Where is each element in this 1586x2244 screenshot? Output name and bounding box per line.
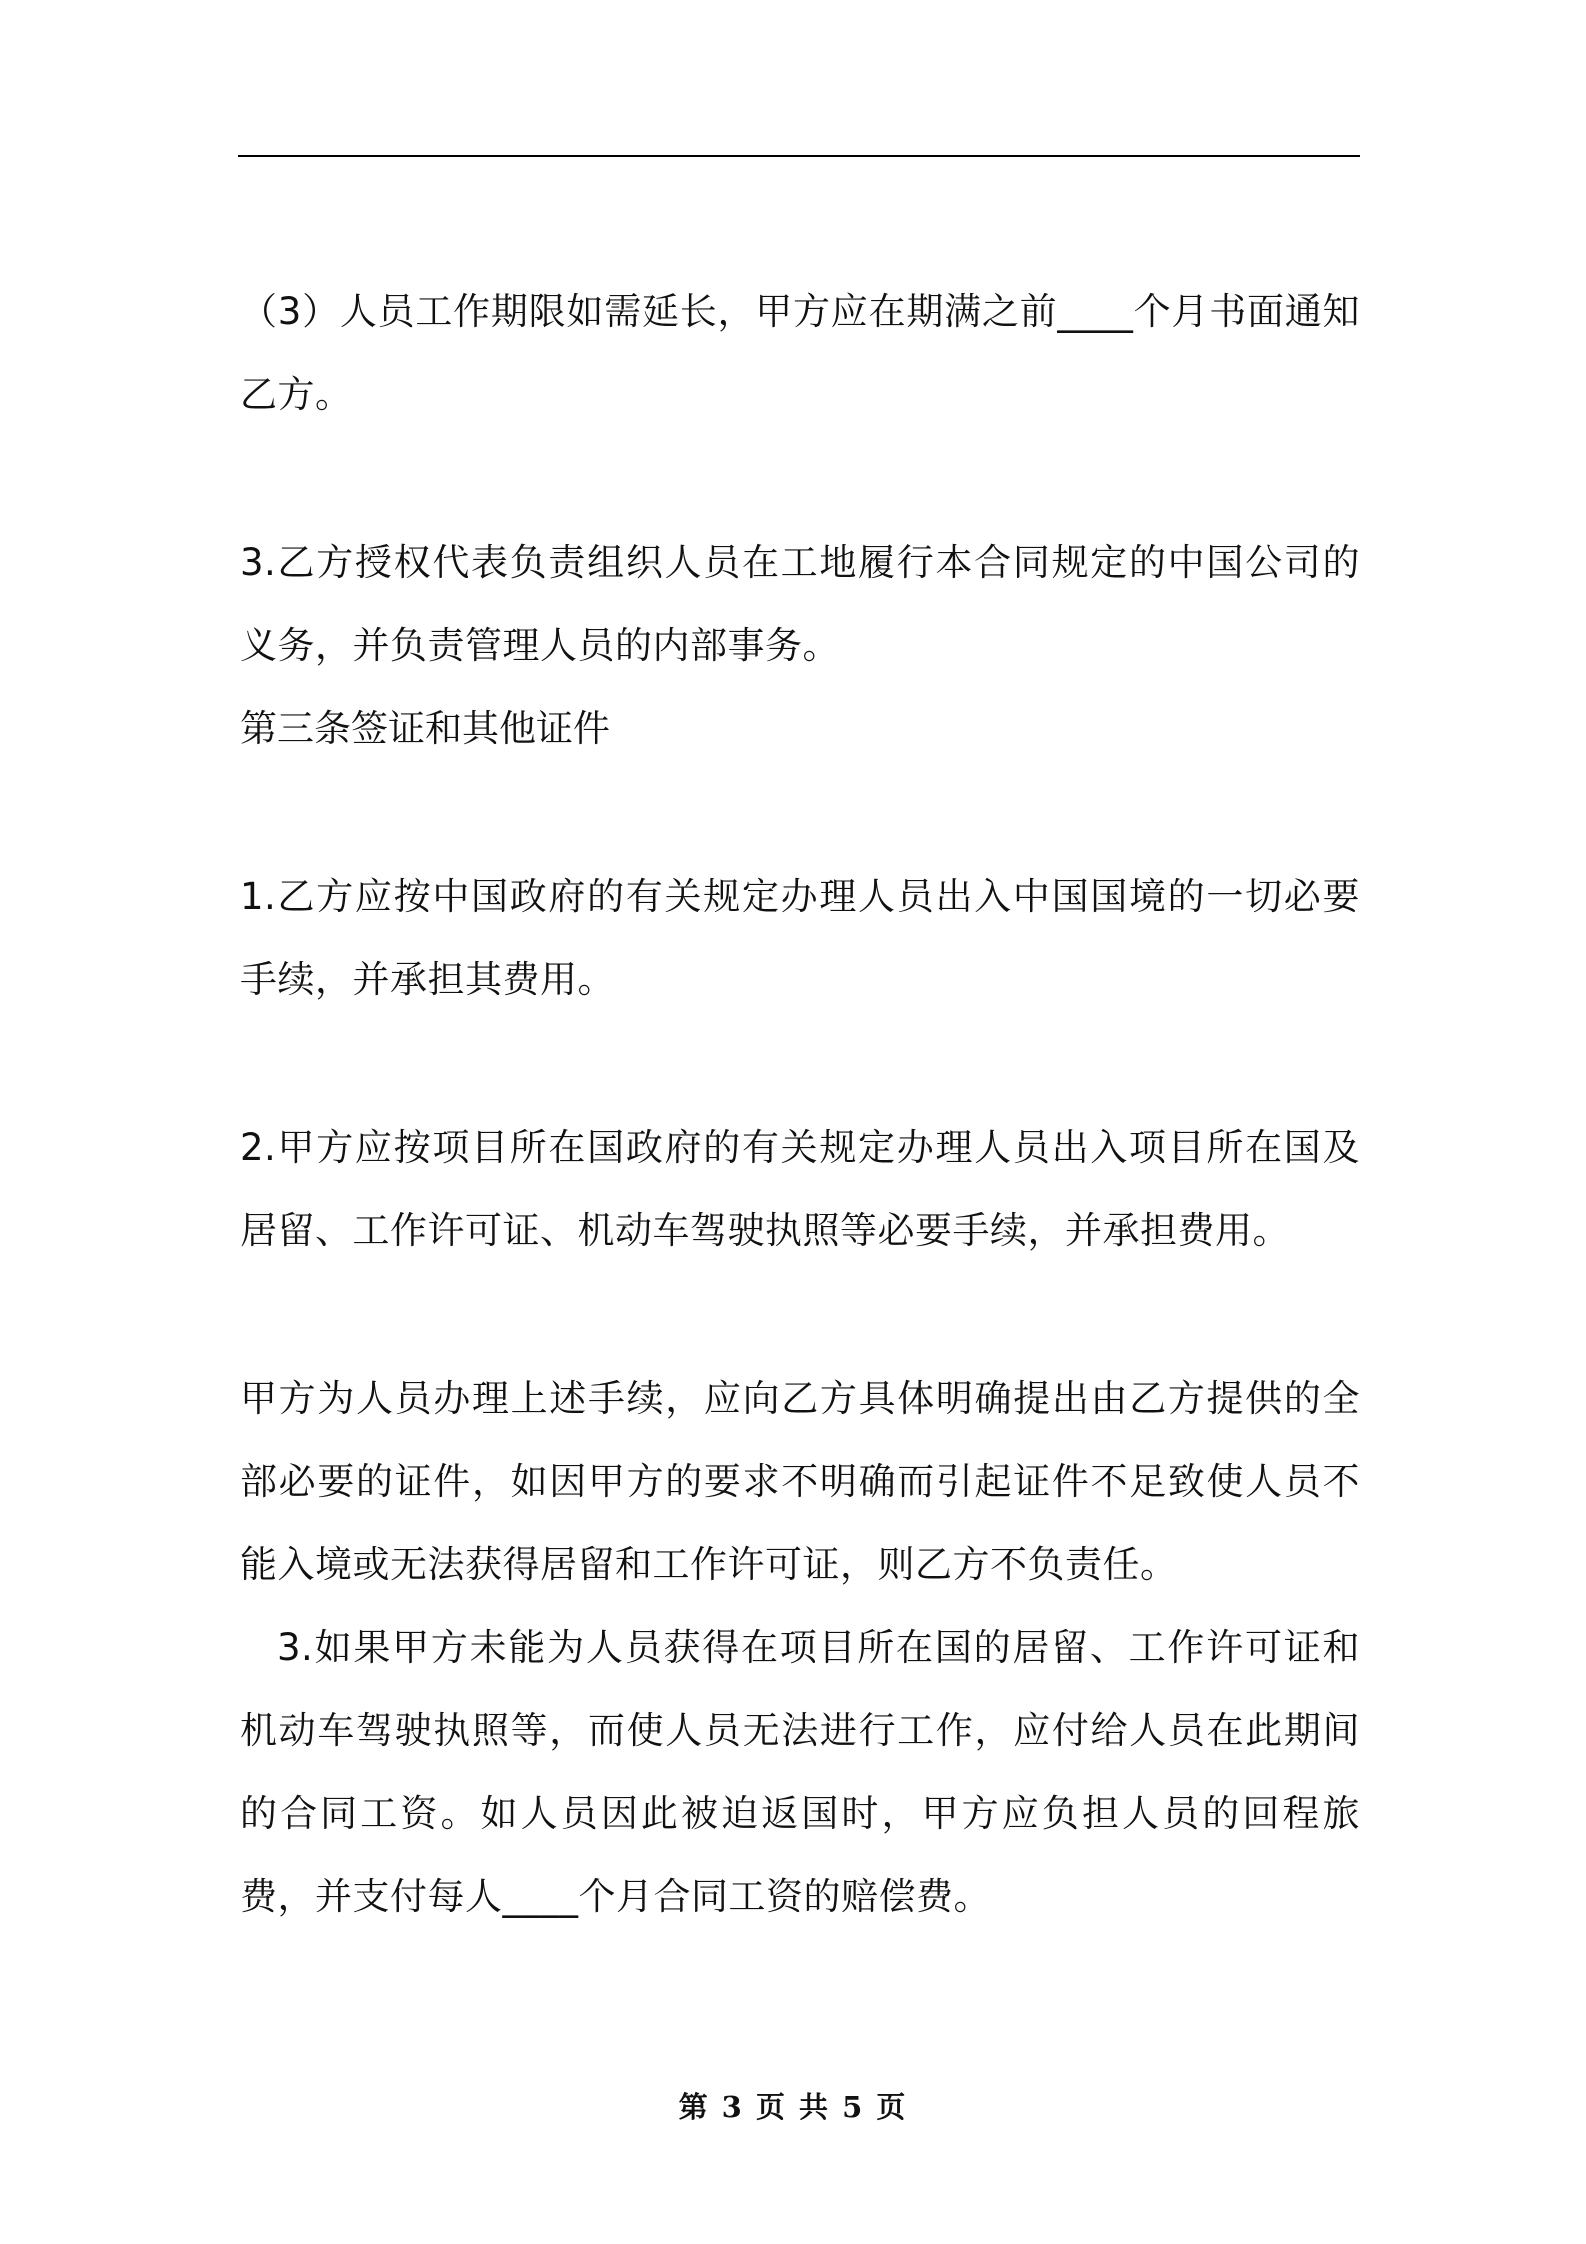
page-number-footer — [0, 2085, 1586, 2126]
section-heading-visa: 第三条签证和其他证件 — [240, 707, 610, 750]
header-divider — [238, 155, 1360, 157]
page-label: 第 3 页 共 5 页 — [678, 2090, 908, 2124]
paragraph-compensation: 3.如果甲方未能为人员获得在项目所在国的居留、工作许可证和机动车驾驶执照等，而使人员无法进行工作，应付给人员在此期间的合同工资。如人员因此被迫返国时，甲方应负担人员的回程旅费，并支付每人____个月合同工资的赔偿费。 — [240, 1626, 1360, 1918]
paragraph-authorized-representative: 3.乙方授权代表负责组织人员在工地履行本合同规定的中国公司的义务，并负责管理人员的内部事务。 — [240, 541, 1360, 667]
paragraph-extension-notice: （3）人员工作期限如需延长，甲方应在期满之前____个月书面通知乙方。 — [240, 290, 1360, 416]
paragraph-host-country-procedures: 2.甲方应按项目所在国政府的有关规定办理人员出入项目所在国及居留、工作许可证、机动车驾驶执照等必要手续，并承担费用。 — [240, 1126, 1360, 1252]
document-body — [240, 270, 1360, 1938]
paragraph-required-documents: 甲方为人员办理上述手续，应向乙方具体明确提出由乙方提供的全部必要的证件，如因甲方的要求不明确而引起证件不足致使人员不能入境或无法获得居留和工作许可证，则乙方不负责任。 — [240, 1377, 1360, 1586]
paragraph-china-exit-procedures: 1.乙方应按中国政府的有关规定办理人员出入中国国境的一切必要手续，并承担其费用。 — [240, 875, 1360, 1001]
